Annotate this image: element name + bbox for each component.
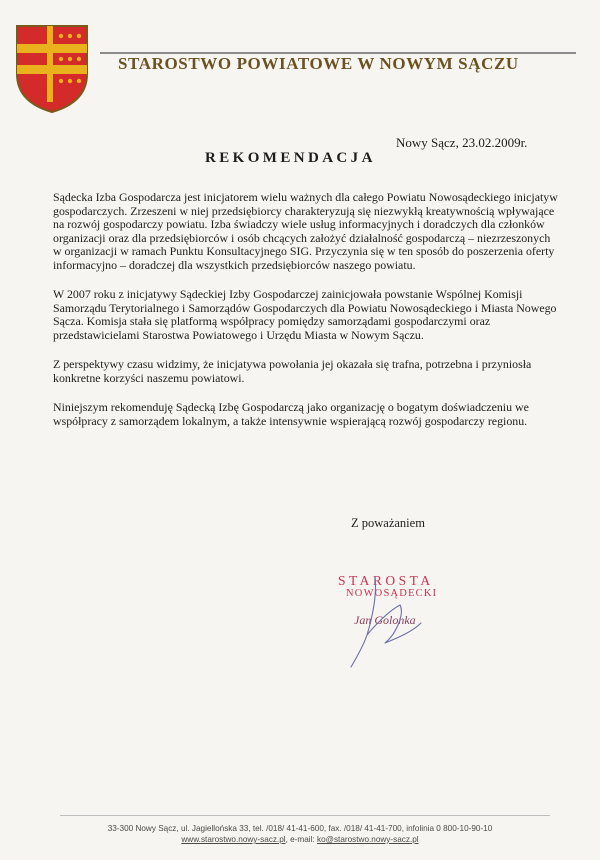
footer-address: 33-300 Nowy Sącz, ul. Jagiellońska 33, tel. /018/ 41-41-600, fax. /018/ 41-41-700, infolinia 0 800-10-90-10 [107,824,493,833]
paragraph: Z perspektywy czasu widzimy, że inicjatywa powołania jej okazała się trafna, potrzebna i przyniosła konkretne korzyści naszemu powiatowi. [53,357,532,385]
footer-divider [60,815,550,816]
paragraph: Niniejszym rekomenduję Sądecką Izbę Gospodarczą jako organizację o bogatym doświadczeniu we współpracy z samorządem lokalnym, a także intensywnie wspierającą rozwój gospodarczy regionu. [53,400,529,428]
paragraph: W 2007 roku z inicjatywy Sądeckiej Izby Gospodarczej zainicjowała powstanie Wspólnej Komisji Samorządu Terytorialnego i Samorządów Gospodarczych dla Powiatu Nowosądeckiego i Miasta Nowego Sącza. Komisja stała się platformą współpracy pomiędzy samorządami gospodarczymi oraz przedstawicielami Starostwa Powiatowego i Urzędu Miasta w Nowym Sączu. [53,287,557,342]
document-title: REKOMENDACJA [205,150,376,166]
stamp-name: Jan Golonka [354,613,416,627]
coat-of-arms-icon [13,22,91,114]
closing-phrase: Z poważaniem [351,516,425,530]
organization-name: STAROSTWO POWIATOWE W NOWYM SĄCZU [118,54,519,73]
footer-contacts [0,835,600,844]
stamp-title: STAROSTA [338,573,434,588]
paragraph: Sądecka Izba Gospodarcza jest inicjatorem wielu ważnych dla całego Powiatu Nowosądeckiego inicjatyw gospodarczych. Zrzeszeni w niej przedsiębiorcy charakteryzują się niezwykłą kreatywnością wpływające na rozwój gospodarczy powiatu. Izba świadczy wiele usług informacyjnych i doradczych dla członków organizacji oraz dla przedsiębiorców i osób chcących założyć działalność gospodarczą – niezrzeszonych w organizacji w ramach Punktu Konsultacyjnego SIG. Przyczynia się w ten sposób do poszerzenia oferty informacyjno – doradczej dla wszystkich przedsiębiorców naszego powiatu. [53,190,558,272]
website-link[interactable]: www.starostwo.nowy-sacz.pl [181,835,286,844]
handwritten-signature-icon [345,575,425,670]
stamp-subtitle: NOWOSĄDECKI [346,588,438,599]
email-link[interactable]: ko@starostwo.nowy-sacz.pl [317,835,419,844]
email-label: , e-mail: [285,835,315,844]
letter-body [53,191,558,444]
letter-date: Nowy Sącz, 23.02.2009r. [396,135,528,150]
